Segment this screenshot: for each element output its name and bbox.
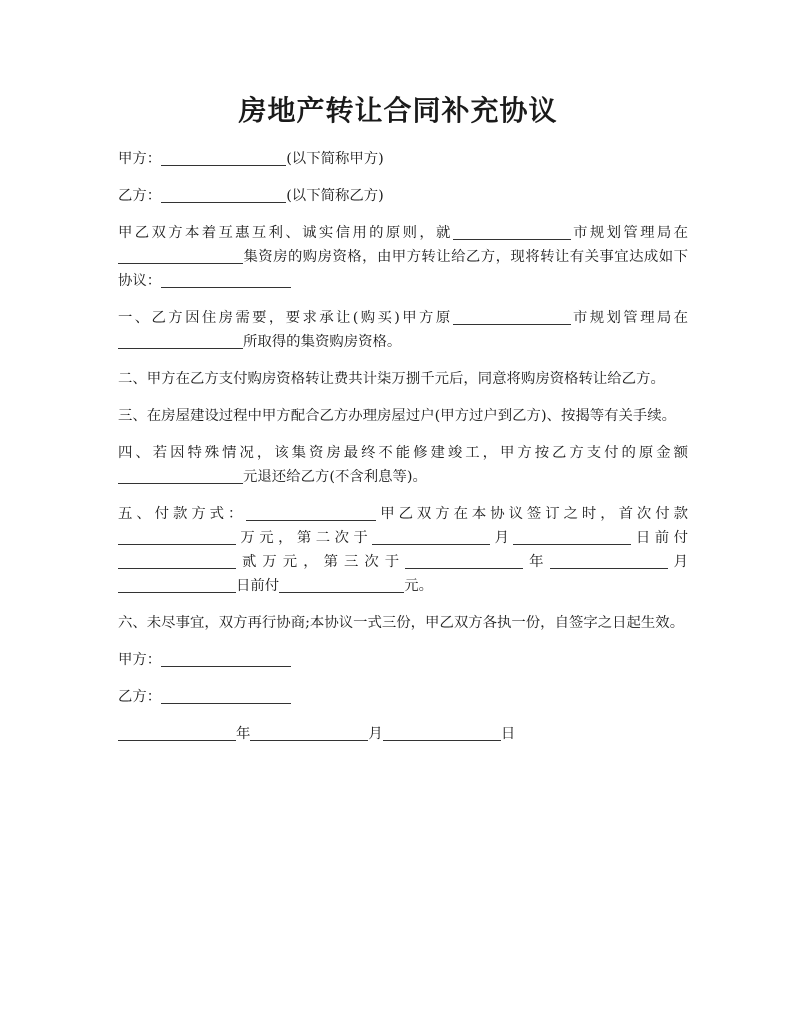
clause-6: 六、未尽事宜，双方再行协商;本协议一式三份，甲乙双方各执一份，自签字之日起生效。 <box>118 615 685 631</box>
date-day-label: 日 <box>500 726 516 742</box>
clause-3: 三、在房屋建设过程中甲方配合乙方办理房屋过户(甲方过户到乙方)、按揭等有关手续。 <box>118 408 677 424</box>
intro-text-3: 集资房的购房资格，由甲方转让给乙方，现将转让有关事宜达成如下协议： <box>118 249 688 289</box>
document-body <box>118 147 688 759</box>
clause-1-text-3: 所取得的集资购房资格。 <box>243 334 402 350</box>
date-month-blank[interactable] <box>250 724 368 741</box>
clause-1-location-blank[interactable] <box>118 332 243 349</box>
clause-5-text-6: 贰万元，第三次于 <box>236 554 406 570</box>
clause-5 <box>118 502 688 598</box>
intro-city-blank[interactable] <box>453 223 571 240</box>
intro-text-1: 甲乙双方本着互惠互利、诚实信用的原则，就 <box>118 225 453 241</box>
signature-b-label: 乙方： <box>118 689 162 705</box>
date-year-blank[interactable] <box>118 724 236 741</box>
clause-5-text-9: 日前付 <box>236 578 280 594</box>
intro-paragraph <box>118 221 688 293</box>
clause-5-text-3: 万元，第二次于 <box>236 530 373 546</box>
clause-5-text-10: 元。 <box>404 578 433 594</box>
clause-5-first-amount-blank[interactable] <box>118 528 236 545</box>
document-title: 房地产转让合同补充协议 <box>238 94 558 127</box>
signature-party-a <box>118 648 688 672</box>
clause-4-text-1: 四、若因特殊情况，该集资房最终不能修建竣工，甲方按乙方支付的原金额 <box>118 445 688 461</box>
signature-party-b <box>118 685 688 709</box>
clause-5-third-month-blank[interactable] <box>550 552 668 569</box>
party-a-label: 甲方： <box>118 151 162 167</box>
clause-5-text-1: 五、付款方式： <box>118 506 247 522</box>
clause-5-method-blank[interactable] <box>246 504 376 521</box>
clause-5-third-day-blank[interactable] <box>118 576 236 593</box>
clause-4-text-2: 元退还给乙方(不含利息等)。 <box>243 469 427 485</box>
intro-location-blank[interactable] <box>118 247 243 264</box>
clause-2: 二、甲方在乙方支付购房资格转让费共计柒万捌千元后，同意将购房资格转让给乙方。 <box>118 371 665 387</box>
clause-5-text-5: 日前付 <box>631 530 688 546</box>
clause-1-text-2: 市规划管理局在 <box>570 310 688 326</box>
clause-5-third-amount-blank[interactable] <box>279 576 404 593</box>
clause-5-third-year-blank[interactable] <box>405 552 523 569</box>
party-b-label: 乙方： <box>118 188 162 204</box>
intro-text-2: 市规划管理局在 <box>570 225 688 241</box>
clause-4-amount-blank[interactable] <box>118 467 243 484</box>
clause-5-second-amount-blank[interactable] <box>118 552 236 569</box>
party-b-blank[interactable] <box>161 186 286 203</box>
date-month-label: 月 <box>368 726 383 742</box>
signing-date <box>118 722 688 746</box>
clause-5-text-7: 年 <box>523 554 550 570</box>
clause-4 <box>118 441 688 489</box>
clause-5-text-2: 甲乙双方在本协议签订之时，首次付款 <box>376 506 688 522</box>
clause-5-text-4: 月 <box>490 530 514 546</box>
party-a-suffix: (以下简称甲方) <box>286 151 384 167</box>
date-day-blank[interactable] <box>383 724 501 741</box>
date-year-label: 年 <box>236 726 251 742</box>
signature-b-blank[interactable] <box>161 687 291 704</box>
party-a-line <box>118 147 688 171</box>
clause-1 <box>118 306 688 354</box>
clause-5-second-day-blank[interactable] <box>513 528 631 545</box>
signature-a-blank[interactable] <box>161 650 291 667</box>
clause-1-text-1: 一、乙方因住房需要，要求承让(购买)甲方原 <box>118 310 453 326</box>
intro-tail-blank[interactable] <box>161 271 291 288</box>
signature-a-label: 甲方： <box>118 652 162 668</box>
clause-5-text-8: 月 <box>667 554 688 570</box>
party-b-suffix: (以下简称乙方) <box>286 188 384 204</box>
party-a-blank[interactable] <box>161 149 286 166</box>
party-b-line <box>118 184 688 208</box>
clause-1-city-blank[interactable] <box>453 308 571 325</box>
clause-5-second-month-blank[interactable] <box>372 528 490 545</box>
